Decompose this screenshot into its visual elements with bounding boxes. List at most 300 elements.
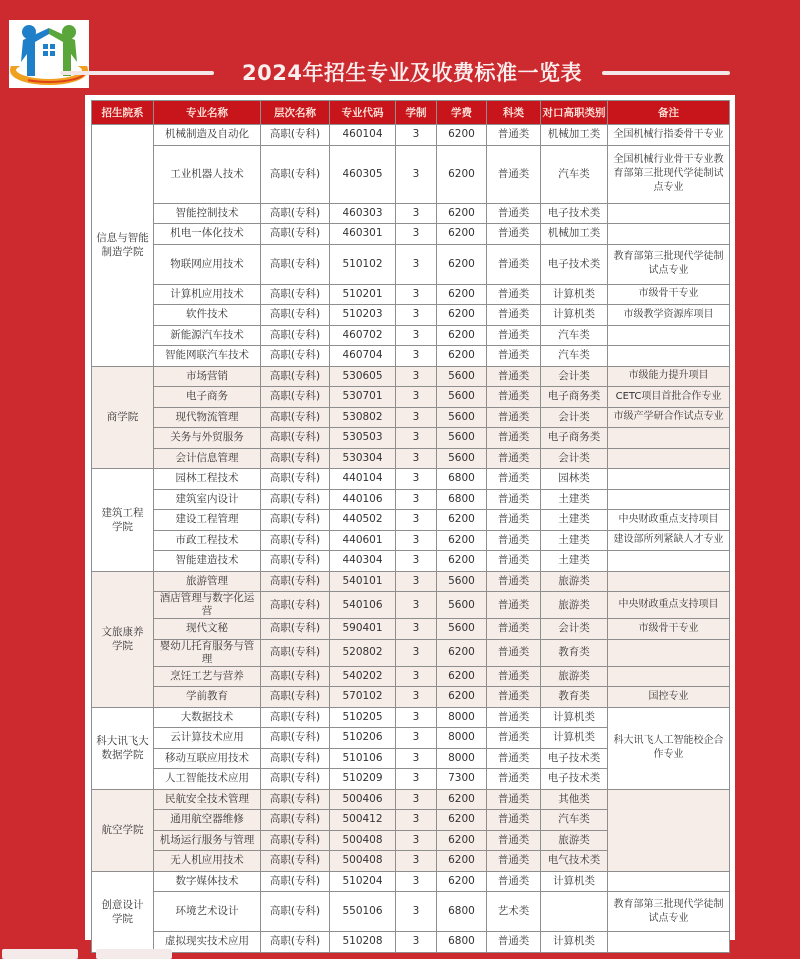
type-cell: 普通类 [487, 469, 541, 490]
type-cell: 普通类 [487, 728, 541, 749]
fee-cell: 6800 [437, 932, 487, 953]
table-body [92, 125, 730, 953]
years-cell: 3 [396, 830, 437, 851]
type-cell: 普通类 [487, 789, 541, 810]
note-cell [608, 448, 730, 469]
level-cell: 高职(专科) [261, 224, 330, 245]
type-cell: 普通类 [487, 325, 541, 346]
table-row [92, 284, 730, 305]
header-level: 层次名称 [261, 101, 330, 125]
dept-label-line: 学院 [112, 520, 133, 533]
note-cell [608, 224, 730, 245]
level-cell: 高职(专科) [261, 346, 330, 367]
years-cell: 3 [396, 571, 437, 592]
table-row [92, 932, 730, 953]
category-cell: 旅游类 [541, 666, 608, 687]
type-cell: 普通类 [487, 489, 541, 510]
fee-cell: 6200 [437, 551, 487, 572]
type-cell: 普通类 [487, 224, 541, 245]
code-cell: 510106 [330, 748, 396, 769]
category-cell: 计算机类 [541, 871, 608, 892]
fee-cell: 6200 [437, 145, 487, 203]
page-title: 2024年招生专业及收费标准一览表 [242, 61, 582, 85]
type-cell: 普通类 [487, 748, 541, 769]
bottom-tab-right [96, 949, 172, 959]
fee-cell: 8000 [437, 728, 487, 749]
category-cell: 教育类 [541, 687, 608, 708]
fee-cell: 5600 [437, 387, 487, 408]
major-name-cell: 智能建造技术 [154, 551, 261, 572]
dept-label-line: 数据学院 [101, 749, 144, 761]
code-cell: 510102 [330, 244, 396, 284]
table-row [92, 789, 730, 810]
level-cell: 高职(专科) [261, 728, 330, 749]
major-name-cell: 机械制造及自动化 [154, 125, 261, 146]
table-row [92, 530, 730, 551]
type-cell: 普通类 [487, 284, 541, 305]
table-frame [85, 95, 735, 948]
category-cell: 土建类 [541, 551, 608, 572]
fee-cell: 6200 [437, 305, 487, 326]
table-row [92, 619, 730, 640]
fee-cell: 6200 [437, 325, 487, 346]
note-cell: 全国机械行业骨干专业教育部第三批现代学徒制试点专业 [608, 145, 730, 203]
fee-cell: 5600 [437, 428, 487, 449]
major-name-cell: 建设工程管理 [154, 510, 261, 531]
category-cell: 电子技术类 [541, 769, 608, 790]
fee-cell: 6200 [437, 871, 487, 892]
major-name-cell: 通用航空器维修 [154, 810, 261, 831]
major-name-cell: 旅游管理 [154, 571, 261, 592]
header-note: 备注 [608, 101, 730, 125]
years-cell: 3 [396, 224, 437, 245]
fee-cell: 6200 [437, 639, 487, 666]
code-cell: 510205 [330, 707, 396, 728]
category-cell: 旅游类 [541, 830, 608, 851]
level-cell: 高职(专科) [261, 125, 330, 146]
note-cell [608, 346, 730, 367]
code-cell: 440106 [330, 489, 396, 510]
enrollment-table [91, 100, 730, 953]
category-cell: 电子技术类 [541, 748, 608, 769]
note-cell [608, 571, 730, 592]
dept-cell [92, 789, 154, 871]
years-cell: 3 [396, 346, 437, 367]
note-cell: 市级骨干专业 [608, 619, 730, 640]
category-cell: 电子技术类 [541, 244, 608, 284]
note-cell: 建设部所列紧缺人才专业 [608, 530, 730, 551]
major-name-cell: 智能网联汽车技术 [154, 346, 261, 367]
code-cell: 540101 [330, 571, 396, 592]
code-cell: 550106 [330, 892, 396, 932]
code-cell: 540106 [330, 592, 396, 619]
years-cell: 3 [396, 325, 437, 346]
fee-cell: 6200 [437, 244, 487, 284]
level-cell: 高职(专科) [261, 748, 330, 769]
note-cell: 科大讯飞人工智能校企合作专业 [608, 707, 730, 789]
years-cell: 3 [396, 871, 437, 892]
fee-cell: 6200 [437, 203, 487, 224]
years-cell: 3 [396, 428, 437, 449]
note-cell: 全国机械行指委骨干专业 [608, 125, 730, 146]
table-row [92, 125, 730, 146]
major-name-cell: 机电一体化技术 [154, 224, 261, 245]
code-cell: 540202 [330, 666, 396, 687]
table-row [92, 687, 730, 708]
type-cell: 普通类 [487, 769, 541, 790]
note-cell: 中央财政重点支持项目 [608, 510, 730, 531]
category-cell: 电子技术类 [541, 203, 608, 224]
table-row [92, 448, 730, 469]
years-cell: 3 [396, 728, 437, 749]
years-cell: 3 [396, 666, 437, 687]
level-cell: 高职(专科) [261, 571, 330, 592]
dept-label-line: 创意设计 [101, 898, 144, 911]
note-cell: 市级产学研合作试点专业 [608, 407, 730, 428]
dept-cell [92, 707, 154, 789]
category-cell: 会计类 [541, 407, 608, 428]
major-name-cell: 会计信息管理 [154, 448, 261, 469]
major-name-cell: 现代文秘 [154, 619, 261, 640]
level-cell: 高职(专科) [261, 932, 330, 953]
table-row [92, 366, 730, 387]
type-cell: 普通类 [487, 387, 541, 408]
major-name-cell: 虚拟现实技术应用 [154, 932, 261, 953]
table-row [92, 510, 730, 531]
fee-cell: 6200 [437, 810, 487, 831]
major-name-cell: 民航安全技术管理 [154, 789, 261, 810]
level-cell: 高职(专科) [261, 469, 330, 490]
years-cell: 3 [396, 639, 437, 666]
major-name-cell: 学前教育 [154, 687, 261, 708]
level-cell: 高职(专科) [261, 592, 330, 619]
level-cell: 高职(专科) [261, 448, 330, 469]
table-row [92, 469, 730, 490]
fee-cell: 6800 [437, 469, 487, 490]
code-cell: 510203 [330, 305, 396, 326]
years-cell: 3 [396, 448, 437, 469]
category-cell: 计算机类 [541, 305, 608, 326]
fee-cell: 5600 [437, 571, 487, 592]
years-cell: 3 [396, 551, 437, 572]
type-cell: 普通类 [487, 145, 541, 203]
table-row [92, 244, 730, 284]
code-cell: 500406 [330, 789, 396, 810]
code-cell: 530304 [330, 448, 396, 469]
major-name-cell: 移动互联应用技术 [154, 748, 261, 769]
code-cell: 510206 [330, 728, 396, 749]
level-cell: 高职(专科) [261, 428, 330, 449]
fee-cell: 5600 [437, 592, 487, 619]
table-row [92, 639, 730, 666]
fee-cell: 6200 [437, 125, 487, 146]
category-cell: 会计类 [541, 448, 608, 469]
years-cell: 3 [396, 851, 437, 872]
note-cell: CETC项目首批合作专业 [608, 387, 730, 408]
major-name-cell: 酒店管理与数字化运营 [154, 592, 261, 619]
code-cell: 520802 [330, 639, 396, 666]
note-cell [608, 325, 730, 346]
category-cell: 计算机类 [541, 932, 608, 953]
code-cell: 440601 [330, 530, 396, 551]
title-divider-right [602, 71, 730, 75]
dept-cell [92, 125, 154, 367]
header-years: 学制 [396, 101, 437, 125]
level-cell: 高职(专科) [261, 639, 330, 666]
type-cell: 艺术类 [487, 892, 541, 932]
note-cell: 中央财政重点支持项目 [608, 592, 730, 619]
category-cell: 会计类 [541, 366, 608, 387]
major-name-cell: 软件技术 [154, 305, 261, 326]
bottom-tab-left [2, 949, 78, 959]
code-cell: 440104 [330, 469, 396, 490]
table-row [92, 871, 730, 892]
type-cell: 普通类 [487, 203, 541, 224]
level-cell: 高职(专科) [261, 145, 330, 203]
level-cell: 高职(专科) [261, 407, 330, 428]
note-cell [608, 203, 730, 224]
category-cell: 旅游类 [541, 571, 608, 592]
dept-label-line: 建筑工程 [101, 506, 144, 519]
code-cell: 510204 [330, 871, 396, 892]
major-name-cell: 关务与外贸服务 [154, 428, 261, 449]
table-row [92, 387, 730, 408]
major-name-cell: 机场运行服务与管理 [154, 830, 261, 851]
years-cell: 3 [396, 366, 437, 387]
years-cell: 3 [396, 125, 437, 146]
category-cell: 园林类 [541, 469, 608, 490]
code-cell: 510201 [330, 284, 396, 305]
table-row [92, 551, 730, 572]
level-cell: 高职(专科) [261, 387, 330, 408]
note-cell: 教育部第三批现代学徒制试点专业 [608, 892, 730, 932]
major-name-cell: 数字媒体技术 [154, 871, 261, 892]
fee-cell: 6200 [437, 510, 487, 531]
major-name-cell: 智能控制技术 [154, 203, 261, 224]
type-cell: 普通类 [487, 619, 541, 640]
level-cell: 高职(专科) [261, 892, 330, 932]
level-cell: 高职(专科) [261, 203, 330, 224]
code-cell: 460305 [330, 145, 396, 203]
category-cell: 电气技术类 [541, 851, 608, 872]
code-cell: 570102 [330, 687, 396, 708]
note-cell [608, 428, 730, 449]
level-cell: 高职(专科) [261, 619, 330, 640]
dept-label-line: 制造学院 [101, 246, 144, 259]
years-cell: 3 [396, 769, 437, 790]
major-name-cell: 园林工程技术 [154, 469, 261, 490]
note-cell [608, 932, 730, 953]
type-cell: 普通类 [487, 707, 541, 728]
fee-cell: 6800 [437, 892, 487, 932]
category-cell: 电子商务类 [541, 387, 608, 408]
table-row [92, 407, 730, 428]
fee-cell: 5600 [437, 407, 487, 428]
major-name-cell: 婴幼儿托育服务与管理 [154, 639, 261, 666]
level-cell: 高职(专科) [261, 830, 330, 851]
type-cell: 普通类 [487, 932, 541, 953]
type-cell: 普通类 [487, 851, 541, 872]
years-cell: 3 [396, 469, 437, 490]
category-cell: 计算机类 [541, 284, 608, 305]
table-row [92, 346, 730, 367]
category-cell: 教育类 [541, 639, 608, 666]
level-cell: 高职(专科) [261, 666, 330, 687]
note-cell [608, 551, 730, 572]
note-cell [608, 469, 730, 490]
table-row [92, 892, 730, 932]
code-cell: 510209 [330, 769, 396, 790]
table-row [92, 571, 730, 592]
code-cell: 590401 [330, 619, 396, 640]
type-cell: 普通类 [487, 810, 541, 831]
type-cell: 普通类 [487, 428, 541, 449]
fee-cell: 5600 [437, 366, 487, 387]
note-cell: 市级教学资源库项目 [608, 305, 730, 326]
level-cell: 高职(专科) [261, 244, 330, 284]
dept-label-line: 航空学院 [101, 824, 144, 836]
major-name-cell: 工业机器人技术 [154, 145, 261, 203]
note-cell [608, 871, 730, 892]
level-cell: 高职(专科) [261, 366, 330, 387]
category-cell: 土建类 [541, 510, 608, 531]
table-row [92, 666, 730, 687]
fee-cell: 6200 [437, 666, 487, 687]
years-cell: 3 [396, 892, 437, 932]
table-row [92, 305, 730, 326]
table-row [92, 203, 730, 224]
dept-label-line: 学院 [112, 640, 133, 652]
level-cell: 高职(专科) [261, 305, 330, 326]
code-cell: 440304 [330, 551, 396, 572]
type-cell: 普通类 [487, 125, 541, 146]
years-cell: 3 [396, 284, 437, 305]
table-row [92, 489, 730, 510]
fee-cell: 6200 [437, 224, 487, 245]
code-cell: 460702 [330, 325, 396, 346]
dept-label-line: 文旅康养 [101, 626, 144, 638]
major-name-cell: 大数据技术 [154, 707, 261, 728]
level-cell: 高职(专科) [261, 510, 330, 531]
level-cell: 高职(专科) [261, 810, 330, 831]
years-cell: 3 [396, 530, 437, 551]
major-name-cell: 现代物流管理 [154, 407, 261, 428]
years-cell: 3 [396, 489, 437, 510]
major-name-cell: 无人机应用技术 [154, 851, 261, 872]
category-cell: 计算机类 [541, 707, 608, 728]
table-row [92, 592, 730, 619]
table-header-row [92, 101, 730, 125]
fee-cell: 7300 [437, 769, 487, 790]
years-cell: 3 [396, 810, 437, 831]
fee-cell: 6200 [437, 789, 487, 810]
type-cell: 普通类 [487, 666, 541, 687]
code-cell: 460104 [330, 125, 396, 146]
level-cell: 高职(专科) [261, 489, 330, 510]
header-dept: 招生院系 [92, 101, 154, 125]
category-cell: 机械加工类 [541, 125, 608, 146]
years-cell: 3 [396, 748, 437, 769]
type-cell: 普通类 [487, 687, 541, 708]
type-cell: 普通类 [487, 639, 541, 666]
dept-label-line: 商学院 [106, 411, 139, 424]
code-cell: 500412 [330, 810, 396, 831]
type-cell: 普通类 [487, 305, 541, 326]
category-cell: 机械加工类 [541, 224, 608, 245]
years-cell: 3 [396, 244, 437, 284]
category-cell: 其他类 [541, 789, 608, 810]
years-cell: 3 [396, 789, 437, 810]
category-cell: 土建类 [541, 530, 608, 551]
note-cell: 市级骨干专业 [608, 284, 730, 305]
level-cell: 高职(专科) [261, 284, 330, 305]
fee-cell: 6200 [437, 830, 487, 851]
code-cell: 460704 [330, 346, 396, 367]
major-name-cell: 人工智能技术应用 [154, 769, 261, 790]
code-cell: 530701 [330, 387, 396, 408]
table-row [92, 428, 730, 449]
major-name-cell: 市政工程技术 [154, 530, 261, 551]
category-cell: 汽车类 [541, 346, 608, 367]
header-category: 对口高职类别 [541, 101, 608, 125]
fee-cell: 6200 [437, 284, 487, 305]
major-name-cell: 环境艺术设计 [154, 892, 261, 932]
major-name-cell: 云计算技术应用 [154, 728, 261, 749]
header-code: 专业代码 [330, 101, 396, 125]
dept-cell [92, 366, 154, 469]
code-cell: 530503 [330, 428, 396, 449]
years-cell: 3 [396, 305, 437, 326]
major-name-cell: 计算机应用技术 [154, 284, 261, 305]
level-cell: 高职(专科) [261, 551, 330, 572]
level-cell: 高职(专科) [261, 687, 330, 708]
fee-cell: 6200 [437, 851, 487, 872]
category-cell: 会计类 [541, 619, 608, 640]
type-cell: 普通类 [487, 346, 541, 367]
note-cell [608, 666, 730, 687]
note-cell [608, 489, 730, 510]
dept-label-line: 信息与智能 [96, 232, 149, 245]
code-cell: 440502 [330, 510, 396, 531]
fee-cell: 5600 [437, 448, 487, 469]
major-name-cell: 新能源汽车技术 [154, 325, 261, 346]
type-cell: 普通类 [487, 244, 541, 284]
code-cell: 500408 [330, 830, 396, 851]
code-cell: 460303 [330, 203, 396, 224]
category-cell: 汽车类 [541, 145, 608, 203]
type-cell: 普通类 [487, 407, 541, 428]
note-cell [608, 639, 730, 666]
years-cell: 3 [396, 707, 437, 728]
table-row [92, 224, 730, 245]
type-cell: 普通类 [487, 530, 541, 551]
level-cell: 高职(专科) [261, 530, 330, 551]
category-cell [541, 892, 608, 932]
note-cell: 国控专业 [608, 687, 730, 708]
years-cell: 3 [396, 145, 437, 203]
header-major-name: 专业名称 [154, 101, 261, 125]
years-cell: 3 [396, 203, 437, 224]
level-cell: 高职(专科) [261, 707, 330, 728]
level-cell: 高职(专科) [261, 789, 330, 810]
type-cell: 普通类 [487, 592, 541, 619]
table-row [92, 325, 730, 346]
category-cell: 土建类 [541, 489, 608, 510]
table-row [92, 707, 730, 728]
dept-label-line: 学院 [112, 912, 133, 925]
title-banner [60, 58, 730, 88]
table-row [92, 145, 730, 203]
